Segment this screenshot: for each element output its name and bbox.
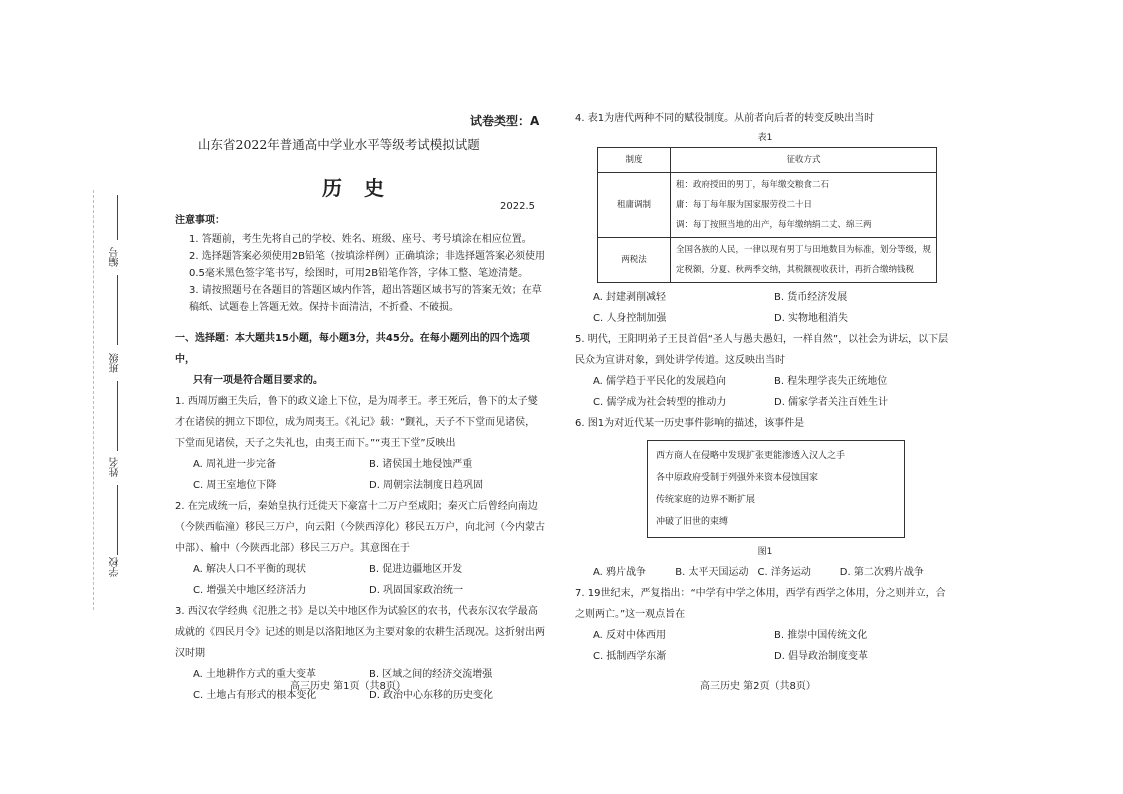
option-c[interactable]: C. 人身控制加强 — [593, 313, 667, 324]
sidebar-field-school: 学校 — [110, 557, 121, 577]
option-row — [175, 454, 545, 475]
option-b[interactable]: B. 促进边疆地区开发 — [369, 564, 463, 575]
table-cell — [671, 173, 937, 238]
figure-box — [647, 440, 905, 538]
notice-heading: 注意事项： — [175, 215, 225, 226]
table-cell-line: 调：每丁按照当地的出产，每年缴纳绢二丈、绵三两 — [676, 220, 872, 230]
option-d[interactable]: D. 第二次鸦片战争 — [839, 567, 924, 578]
sidebar-field-class: 班级 — [110, 353, 121, 373]
option-b[interactable]: B. 程朱理学丧失正统地位 — [774, 376, 888, 387]
option-d[interactable]: D. 实物地租消失 — [774, 313, 849, 324]
figure-line: 传统家庭的边界不断扩展 — [656, 495, 756, 505]
right-column — [575, 108, 955, 667]
option-d[interactable]: D. 周朝宗法制度日趋巩固 — [369, 480, 484, 491]
option-b[interactable]: B. 区域之间的经济交流增强 — [369, 669, 493, 680]
question-stem: 4. 表1为唐代两种不同的赋役制度。从前者向后者的转变反映出当时 — [575, 113, 875, 124]
exam-type: 试卷类型：A — [470, 114, 540, 128]
option-row — [175, 475, 545, 496]
notice-item: 2. 选择题答案必须使用2B铅笔（按填涂样例）正确填涂；非选择题答案必须使用0.5毫米黑色签字笔书写，绘图时，可用2B铅笔作答，字体工整、笔迹清楚。 — [189, 251, 545, 279]
option-row — [575, 392, 955, 413]
section-heading: 只有一项是符合题目要求的。 — [193, 375, 323, 386]
option-row — [575, 646, 955, 667]
table-row — [598, 173, 937, 238]
table-cell-line: 全国各族的人民，一律以现有男丁与田地数目为标准，划分等级，规定税额，分夏、秋两季交纳，其税额视收获计，再折合缴纳钱税 — [676, 245, 932, 275]
page-footer: 高三历史 第2页（共8页） — [700, 681, 816, 692]
option-row — [575, 562, 955, 583]
question-stem: 5. 明代，王阳明弟子王艮首倡“圣人与愚夫愚妇，一样自然”，以社会为讲坛，以下层民众为宣讲对象，到处讲学传道。这反映出当时 — [575, 334, 949, 366]
option-row — [175, 580, 545, 601]
sidebar-line — [117, 485, 118, 555]
option-c[interactable]: C. 洋务运动 — [757, 567, 811, 578]
option-d[interactable]: D. 政治中心东移的历史变化 — [369, 690, 494, 701]
notice-item: 1. 答题前，考生先将自己的学校、姓名、班级、座号、考号填涂在相应位置。 — [189, 234, 532, 245]
table-header: 征收方式 — [671, 148, 937, 173]
notice-item: 3. 请按照题号在各题目的答题区域内作答，超出答题区域书写的答案无效；在草稿纸、试题卷上答题无效。保持卡面清洁，不折叠、不破损。 — [189, 285, 542, 313]
sidebar-field-id: 编号 — [110, 247, 121, 267]
sidebar-field-name: 姓名 — [110, 457, 121, 477]
table-row — [598, 238, 937, 283]
binding-sidebar — [104, 195, 132, 595]
table-cell-line: 租：政府授田的男丁，每年缴交粮食二石 — [676, 180, 830, 190]
table-cell: 租庸调制 — [598, 173, 671, 238]
question-stem: 6. 图1为对近代某一历史事件影响的描述，该事件是 — [575, 418, 805, 429]
option-a[interactable]: A. 解决人口不平衡的现状 — [193, 564, 307, 575]
option-a[interactable]: A. 儒学趋于平民化的发展趋向 — [593, 376, 727, 387]
figure-line: 冲破了旧世的束缚 — [656, 517, 729, 527]
fold-line — [93, 190, 95, 610]
option-a[interactable]: A. 土地耕作方式的重大变革 — [193, 669, 317, 680]
option-row — [575, 308, 955, 329]
sidebar-line — [117, 195, 118, 240]
option-d[interactable]: D. 儒家学者关注百姓生计 — [774, 397, 889, 408]
option-row — [575, 371, 955, 392]
question-stem: 3. 西汉农学经典《氾胜之书》是以关中地区作为试验区的农书，代表东汉农学最高成就的《四民月令》记述的则是以洛阳地区为主要对象的农耕生活现况。这折射出两汉时期 — [175, 606, 545, 659]
sidebar-line — [117, 381, 118, 451]
sidebar-line — [117, 275, 118, 345]
table-cell-line: 庸：每丁每年服为国家服劳役二十日 — [676, 200, 813, 210]
option-row — [575, 625, 955, 646]
option-c[interactable]: C. 周王室地位下降 — [193, 480, 277, 491]
option-c[interactable]: C. 土地占有形式的根本变化 — [193, 690, 317, 701]
option-a[interactable]: A. 鸦片战争 — [593, 567, 647, 578]
option-c[interactable]: C. 抵制西学东渐 — [593, 651, 667, 662]
question-stem: 1. 西周厉幽王失后，鲁下的政义途上下位，是为周孝王。孝王死后，鲁下的太子燮才在诸侯的拥立下即位，成为周夷王。《礼记》载：“觐礼，天子不下堂而见诸侯，下堂而见诸侯，天子之失礼也，由夷王而下。”“夷王下堂”反映出 — [175, 396, 538, 449]
page-footer: 高三历史 第1页（共8页） — [290, 681, 406, 692]
figure-title: 图1 — [757, 547, 773, 557]
left-column — [175, 210, 545, 706]
option-row — [575, 287, 955, 308]
option-b[interactable]: B. 太平天国运动 — [675, 567, 749, 578]
section-heading: 一、选择题：本大题共15小题，每小题3分，共45分。在每小题列出的四个选项中， — [175, 333, 530, 365]
tax-table — [597, 147, 937, 283]
figure-line: 西方商人在侵略中发现扩张更能渗透入汉人之手 — [656, 451, 846, 461]
option-a[interactable]: A. 周礼进一步完备 — [193, 459, 277, 470]
subject-title: 历史 — [322, 176, 406, 200]
option-c[interactable]: C. 儒学成为社会转型的推动力 — [593, 397, 727, 408]
table-cell — [671, 238, 937, 283]
option-b[interactable]: B. 推崇中国传统文化 — [774, 630, 868, 641]
option-b[interactable]: B. 诸侯国土地侵蚀严重 — [369, 459, 473, 470]
option-a[interactable]: A. 封建剥削减轻 — [593, 292, 667, 303]
option-d[interactable]: D. 倡导政治制度变革 — [774, 651, 869, 662]
option-a[interactable]: A. 反对中体西用 — [593, 630, 667, 641]
table-cell: 两税法 — [598, 238, 671, 283]
table-header: 制度 — [598, 148, 671, 173]
exam-title: 山东省2022年普通高中学业水平等级考试模拟试题 — [198, 137, 480, 152]
question-stem: 2. 在完成统一后，秦始皇执行迁徙天下豪富十二万户至咸阳；秦灭亡后曾经向南边（今陕西临潼）移民三万户，向云阳（今陕西淳化）移民五万户，向北河（今内蒙古中部）、榆中（今陕西北部）移民三万户。其意图在于 — [175, 501, 545, 554]
option-b[interactable]: B. 货币经济发展 — [774, 292, 848, 303]
table-title: 表1 — [757, 133, 773, 143]
option-c[interactable]: C. 增强关中地区经济活力 — [193, 585, 307, 596]
option-d[interactable]: D. 巩固国家政治统一 — [369, 585, 464, 596]
exam-date: 2022.5 — [500, 201, 535, 212]
option-row — [175, 559, 545, 580]
figure-line: 各中原政府受制于列强外来资本侵蚀国家 — [656, 473, 819, 483]
question-stem: 7. 19世纪末，严复指出：“中学有中学之体用，西学有西学之体用，分之则并立，合之则两亡。”这一观点旨在 — [575, 588, 946, 620]
